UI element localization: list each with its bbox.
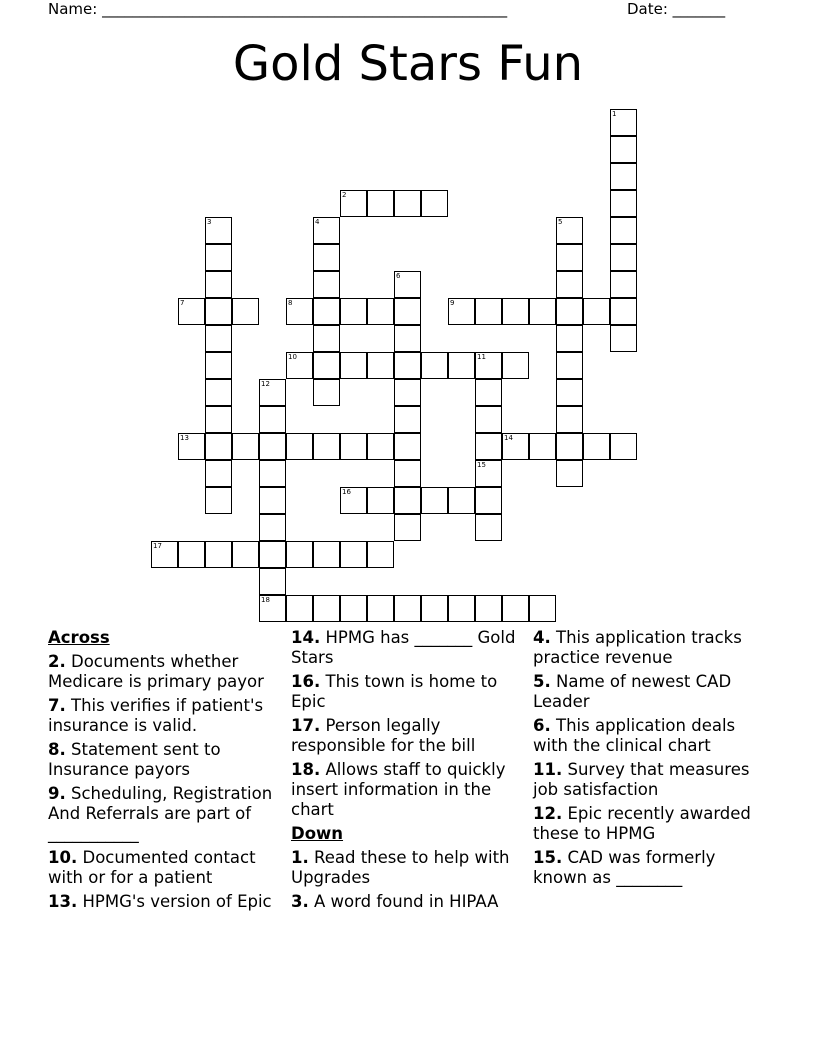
- crossword-cell[interactable]: [286, 541, 313, 568]
- crossword-cell[interactable]: [313, 271, 340, 298]
- crossword-cell[interactable]: [205, 379, 232, 406]
- crossword-cell[interactable]: [340, 487, 367, 514]
- crossword-cell[interactable]: [448, 595, 475, 622]
- crossword-cell[interactable]: [475, 595, 502, 622]
- cell-number: 1: [612, 110, 617, 118]
- crossword-cell[interactable]: [313, 352, 340, 379]
- cell-number: 15: [477, 461, 486, 469]
- crossword-cell[interactable]: [178, 541, 205, 568]
- crossword-cell[interactable]: [502, 352, 529, 379]
- crossword-cell[interactable]: [205, 271, 232, 298]
- cell-number: 16: [342, 488, 351, 496]
- crossword-cell[interactable]: [205, 298, 232, 325]
- cell-number: 8: [288, 299, 293, 307]
- crossword-cell[interactable]: [529, 433, 556, 460]
- crossword-cell[interactable]: [556, 298, 583, 325]
- crossword-cell[interactable]: [610, 298, 637, 325]
- crossword-cell[interactable]: [394, 190, 421, 217]
- crossword-cell[interactable]: [394, 379, 421, 406]
- crossword-cell[interactable]: [610, 433, 637, 460]
- crossword-cell[interactable]: [610, 325, 637, 352]
- cell-number: 14: [504, 434, 513, 442]
- crossword-cell[interactable]: [205, 487, 232, 514]
- crossword-cell[interactable]: [259, 568, 286, 595]
- crossword-cell[interactable]: [313, 379, 340, 406]
- crossword-cell[interactable]: [259, 433, 286, 460]
- crossword-cell[interactable]: [178, 298, 205, 325]
- cell-number: 13: [180, 434, 189, 442]
- crossword-cell[interactable]: [313, 325, 340, 352]
- crossword-cell[interactable]: [367, 298, 394, 325]
- crossword-cell[interactable]: [394, 460, 421, 487]
- crossword-cell[interactable]: [448, 487, 475, 514]
- crossword-cell[interactable]: [259, 595, 286, 622]
- clue-column-2: [291, 628, 531, 916]
- crossword-cell[interactable]: [205, 325, 232, 352]
- crossword-cell[interactable]: [610, 163, 637, 190]
- date-field-label: Date: _______: [627, 0, 726, 18]
- crossword-cell[interactable]: [259, 514, 286, 541]
- crossword-cell[interactable]: [448, 298, 475, 325]
- crossword-cell[interactable]: [394, 406, 421, 433]
- crossword-cell[interactable]: [205, 244, 232, 271]
- cell-number: 3: [207, 218, 212, 226]
- crossword-cell[interactable]: [556, 406, 583, 433]
- crossword-cell[interactable]: [232, 298, 259, 325]
- crossword-cell[interactable]: [259, 460, 286, 487]
- clue-down-3: 3. A word found in HIPAA: [291, 892, 499, 911]
- crossword-cell[interactable]: [205, 541, 232, 568]
- cell-number: 12: [261, 380, 270, 388]
- crossword-cell[interactable]: [367, 541, 394, 568]
- crossword-cell[interactable]: [367, 352, 394, 379]
- crossword-cell[interactable]: [205, 352, 232, 379]
- crossword-cell[interactable]: [502, 433, 529, 460]
- crossword-cell[interactable]: [205, 217, 232, 244]
- clue-across-9: 9. Scheduling, Registration And Referrals are part of ___________: [48, 784, 273, 843]
- crossword-cell[interactable]: [340, 352, 367, 379]
- crossword-cell[interactable]: [421, 190, 448, 217]
- crossword-cell[interactable]: [529, 298, 556, 325]
- crossword-cell[interactable]: [475, 514, 502, 541]
- crossword-cell[interactable]: [475, 406, 502, 433]
- crossword-cell[interactable]: [367, 433, 394, 460]
- crossword-cell[interactable]: [556, 379, 583, 406]
- crossword-cell[interactable]: [394, 433, 421, 460]
- crossword-cell[interactable]: [313, 298, 340, 325]
- clue-column-1: [48, 628, 288, 916]
- across-heading: Across: [48, 628, 110, 647]
- crossword-cell[interactable]: [367, 487, 394, 514]
- cell-number: 5: [558, 218, 563, 226]
- crossword-cell[interactable]: [313, 244, 340, 271]
- crossword-cell[interactable]: [556, 244, 583, 271]
- clue-across-10: 10. Documented contact with or for a patient: [48, 848, 256, 887]
- crossword-cell[interactable]: [313, 541, 340, 568]
- crossword-cell[interactable]: [286, 352, 313, 379]
- crossword-cell[interactable]: [394, 352, 421, 379]
- crossword-cell[interactable]: [340, 298, 367, 325]
- down-heading: Down: [291, 824, 344, 843]
- crossword-cell[interactable]: [610, 109, 637, 136]
- crossword-cell[interactable]: [205, 406, 232, 433]
- clue-down-5: 5. Name of newest CAD Leader: [533, 672, 732, 711]
- crossword-cell[interactable]: [259, 379, 286, 406]
- clue-across-17: 17. Person legally responsible for the bill: [291, 716, 476, 755]
- clue-across-7: 7. This verifies if patient's insurance is valid.: [48, 696, 264, 735]
- crossword-cell[interactable]: [421, 352, 448, 379]
- clue-across-8: 8. Statement sent to Insurance payors: [48, 740, 221, 779]
- crossword-cell[interactable]: [340, 190, 367, 217]
- cell-number: 7: [180, 299, 185, 307]
- crossword-cell[interactable]: [475, 379, 502, 406]
- crossword-cell[interactable]: [583, 298, 610, 325]
- crossword-cell[interactable]: [610, 271, 637, 298]
- crossword-cell[interactable]: [259, 541, 286, 568]
- clue-across-18: 18. Allows staff to quickly insert information in the chart: [291, 760, 506, 819]
- crossword-cell[interactable]: [340, 595, 367, 622]
- name-field-label: Name: ______________________________________________________: [48, 0, 508, 18]
- clue-down-11: 11. Survey that measures job satisfaction: [533, 760, 750, 799]
- crossword-cell[interactable]: [259, 487, 286, 514]
- crossword-cell[interactable]: [232, 433, 259, 460]
- cell-number: 2: [342, 191, 347, 199]
- clue-across-16: 16. This town is home to Epic: [291, 672, 498, 711]
- crossword-cell[interactable]: [529, 595, 556, 622]
- crossword-cell[interactable]: [448, 352, 475, 379]
- crossword-cell[interactable]: [610, 190, 637, 217]
- crossword-cell[interactable]: [205, 460, 232, 487]
- crossword-cell[interactable]: [286, 433, 313, 460]
- crossword-cell[interactable]: [394, 487, 421, 514]
- clue-down-4: 4. This application tracks practice revenue: [533, 628, 742, 667]
- crossword-cell[interactable]: [556, 217, 583, 244]
- crossword-cell[interactable]: [367, 595, 394, 622]
- crossword-cell[interactable]: [178, 433, 205, 460]
- crossword-cell[interactable]: [556, 325, 583, 352]
- crossword-cell[interactable]: [556, 433, 583, 460]
- crossword-cell[interactable]: [340, 433, 367, 460]
- crossword-cell[interactable]: [610, 244, 637, 271]
- crossword-cell[interactable]: [394, 325, 421, 352]
- clue-down-12: 12. Epic recently awarded these to HPMG: [533, 804, 751, 843]
- crossword-cell[interactable]: [421, 595, 448, 622]
- crossword-cell[interactable]: [475, 298, 502, 325]
- crossword-cell[interactable]: [556, 460, 583, 487]
- crossword-cell[interactable]: [610, 217, 637, 244]
- crossword-cell[interactable]: [610, 136, 637, 163]
- cell-number: 4: [315, 218, 320, 226]
- clue-across-2: 2. Documents whether Medicare is primary payor: [48, 652, 264, 691]
- crossword-cell[interactable]: [394, 298, 421, 325]
- clue-down-6: 6. This application deals with the clinical chart: [533, 716, 736, 755]
- clue-down-15: 15. CAD was formerly known as ________: [533, 848, 716, 887]
- crossword-cell[interactable]: [313, 595, 340, 622]
- clue-across-13: 13. HPMG's version of Epic: [48, 892, 272, 911]
- crossword-cell[interactable]: [556, 271, 583, 298]
- crossword-cell[interactable]: [475, 352, 502, 379]
- cell-number: 9: [450, 299, 455, 307]
- crossword-cell[interactable]: [394, 595, 421, 622]
- crossword-cell[interactable]: [286, 298, 313, 325]
- crossword-cell[interactable]: [367, 190, 394, 217]
- cell-number: 6: [396, 272, 401, 280]
- crossword-cell[interactable]: [502, 595, 529, 622]
- cell-number: 11: [477, 353, 486, 361]
- crossword-cell[interactable]: [313, 433, 340, 460]
- crossword-cell[interactable]: [502, 298, 529, 325]
- crossword-cell[interactable]: [394, 271, 421, 298]
- crossword-cell[interactable]: [313, 217, 340, 244]
- crossword-cell[interactable]: [583, 433, 610, 460]
- crossword-cell[interactable]: [394, 514, 421, 541]
- crossword-cell[interactable]: [151, 541, 178, 568]
- crossword-cell[interactable]: [475, 460, 502, 487]
- cell-number: 18: [261, 596, 270, 604]
- crossword-cell[interactable]: [205, 433, 232, 460]
- crossword-cell[interactable]: [475, 433, 502, 460]
- crossword-cell[interactable]: [286, 595, 313, 622]
- clue-column-3: [533, 628, 773, 892]
- clue-across-14: 14. HPMG has _______ Gold Stars: [291, 628, 516, 667]
- cell-number: 17: [153, 542, 162, 550]
- page-title: Gold Stars Fun: [232, 36, 584, 92]
- clue-down-1: 1. Read these to help with Upgrades: [291, 848, 510, 887]
- crossword-cell[interactable]: [340, 541, 367, 568]
- crossword-cell[interactable]: [475, 487, 502, 514]
- crossword-cell[interactable]: [232, 541, 259, 568]
- crossword-cell[interactable]: [259, 406, 286, 433]
- crossword-cell[interactable]: [556, 352, 583, 379]
- cell-number: 10: [288, 353, 297, 361]
- crossword-cell[interactable]: [421, 487, 448, 514]
